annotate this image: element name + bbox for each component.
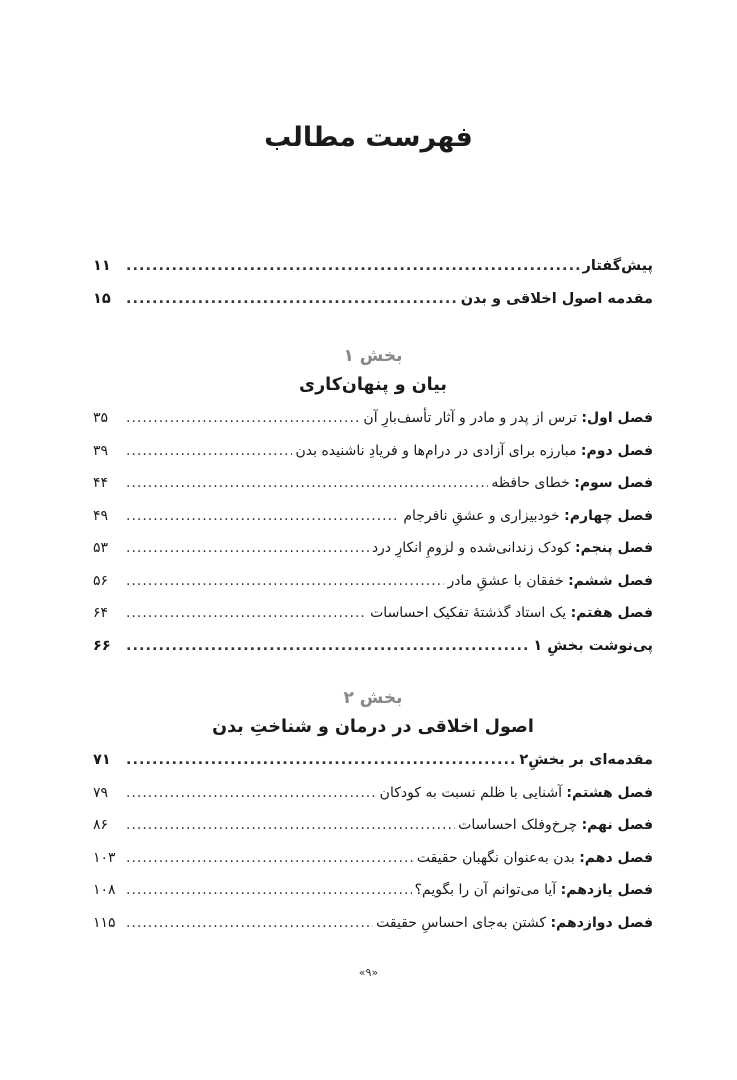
toc-entry-chapter: [93, 402, 653, 435]
chapter-label: فصل سوم:: [574, 475, 653, 491]
chapter-label: فصل دوازدهم:: [550, 914, 653, 931]
toc-entry-postscript: [93, 630, 653, 663]
toc-entry-chapter: [93, 907, 653, 940]
toc-entry-chapter: [93, 532, 653, 565]
chapter-title: ترس از پدر و مادر و آثار تأسف‌بارِ آن: [363, 410, 577, 426]
dot-leader: [126, 874, 412, 907]
dot-leader: [126, 565, 444, 598]
chapter-label: فصل یازدهم:: [560, 882, 653, 898]
dot-leader: [126, 630, 530, 663]
toc-entry-introduction: [93, 283, 653, 316]
entry-page: ۱۱: [93, 258, 111, 274]
entry-page: ۱۵: [93, 290, 111, 307]
toc-entry-chapter: [93, 809, 653, 842]
toc-entry-chapter: [93, 842, 653, 875]
entry-page: ۸۶: [93, 817, 109, 833]
chapter-title: کودک زندانی‌شده و لزومِ انکارِ درد: [371, 540, 571, 556]
entry-page: ۷۹: [93, 784, 109, 801]
chapter-label: فصل چهارم:: [564, 507, 653, 524]
chapter-label: فصل نهم:: [581, 817, 653, 833]
chapter-title: خطای حافظه: [491, 475, 570, 491]
dot-leader: [126, 809, 455, 842]
entry-page: ۶۴: [93, 605, 109, 621]
dot-leader: [126, 744, 516, 777]
toc-content: [93, 250, 653, 939]
part2-header: [93, 684, 653, 742]
toc-entry-chapter: [93, 565, 653, 598]
chapter-title: یک استاد گذشتهٔ تفکیک احساسات: [370, 605, 567, 621]
dot-leader: [126, 500, 400, 533]
entry-page: ۴۹: [93, 507, 109, 524]
dot-leader: [126, 597, 367, 630]
dot-leader: [126, 250, 580, 283]
chapter-title: خودبیزاری و عشقِ نافرجام: [403, 507, 560, 524]
toc-entry-chapter: [93, 874, 653, 907]
entry-page: ۴۴: [93, 475, 109, 491]
page-number-footer: «۹»: [358, 966, 379, 979]
chapter-label: فصل دوم:: [580, 442, 653, 459]
chapter-title: آیا می‌توانم آن را بگویم؟: [414, 882, 557, 898]
chapter-label: فصل اول:: [581, 410, 653, 426]
chapter-title: آشنایی با ظلم نسبت به کودکان: [379, 784, 562, 801]
entry-page: ۵۳: [93, 540, 109, 556]
toc-entry-chapter: [93, 467, 653, 500]
chapter-title: بدن به‌عنوان نگهبان حقیقت: [416, 849, 575, 866]
entry-label: پی‌نوشت بخشِ ۱: [533, 637, 653, 654]
entry-page: ۱۰۸: [93, 882, 116, 898]
dot-leader: [126, 842, 414, 875]
chapter-label: فصل ششم:: [568, 572, 653, 589]
chapter-label: فصل پنجم:: [575, 540, 653, 556]
chapter-label: فصل هشتم:: [566, 784, 653, 801]
toc-entry-part2-intro: [93, 744, 653, 777]
toc-entry-chapter: [93, 777, 653, 810]
entry-page: ۱۰۳: [93, 849, 116, 866]
chapter-label: فصل دهم:: [579, 849, 653, 866]
dot-leader: [126, 532, 369, 565]
entry-label: پیش‌گفتار: [582, 258, 653, 274]
chapter-label: فصل هفتم:: [570, 605, 653, 621]
entry-label: مقدمه اصول اخلاقی و بدن: [460, 290, 653, 307]
dot-leader: [126, 907, 373, 940]
toc-entry-chapter: [93, 597, 653, 630]
dot-leader: [126, 283, 458, 316]
chapter-title: کشتن به‌جای احساسِ حقیقت: [376, 914, 546, 931]
entry-page: ۳۵: [93, 410, 109, 426]
chapter-title: چرخ‌وفلک احساسات: [458, 817, 578, 833]
entry-page: ۶۶: [93, 637, 111, 654]
page-title: فهرست مطالب: [264, 122, 473, 153]
entry-page: ۷۱: [93, 752, 111, 768]
chapter-title: مبارزه برای آزادی در درام‌ها و فریادِ ناشنیده بدن: [295, 442, 577, 459]
entry-page: ۳۹: [93, 442, 109, 459]
toc-entry-chapter: [93, 500, 653, 533]
toc-entry-chapter: [93, 435, 653, 468]
part-title: بیان و پنهان‌کاری: [299, 375, 447, 395]
part-title: اصول اخلاقی در درمان و شناختِ بدن: [212, 717, 534, 737]
chapter-title: خفقان با عشقِ مادر: [447, 572, 564, 589]
dot-leader: [126, 777, 377, 810]
entry-label: مقدمه‌ای بر بخشِ۲: [519, 752, 653, 768]
entry-page: ۵۶: [93, 572, 109, 589]
entry-page: ۱۱۵: [93, 914, 116, 931]
dot-leader: [126, 467, 488, 500]
part-label: بخش ۲: [343, 688, 403, 708]
toc-entry-preface: [93, 250, 653, 283]
part-label: بخش ۱: [343, 346, 403, 366]
dot-leader: [126, 402, 360, 435]
dot-leader: [126, 435, 292, 468]
part1-header: [93, 342, 653, 400]
